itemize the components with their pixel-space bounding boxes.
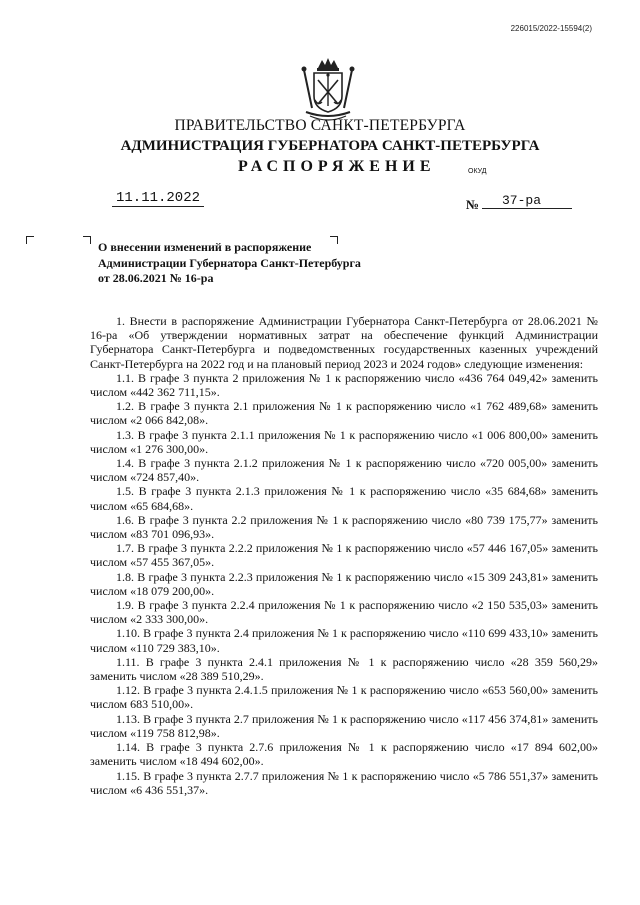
intro-paragraph: 1. Внести в распоряжение Администрации Губернатора Санкт-Петербурга от 28.06.2021 № 16-ра «Об утверждении нормативных затрат на обеспечение функций Администрации Губернатора Санкт-Петербурга и подведомственных государственных казенных учреждений Санкт-Петербурга на 2022 год и на плановый период 2023 и 2024 годов» следующие изменения:	[90, 314, 598, 371]
amendment-item: 1.14. В графе 3 пункта 2.7.6 приложения № 1 к распоряжению число «17 894 602,00» заменить числом «18 494 602,00».	[90, 740, 598, 769]
document-body	[90, 314, 598, 797]
document-subject	[98, 240, 398, 287]
number-label: №	[466, 197, 480, 212]
document-number: 37-ра	[482, 193, 572, 209]
amendment-item: 1.7. В графе 3 пункта 2.2.2 приложения № 1 к распоряжению число «57 446 167,05» заменить числом «57 455 367,05».	[90, 541, 598, 570]
okud-label: ОКУД	[468, 168, 487, 175]
amendment-item: 1.10. В графе 3 пункта 2.4 приложения № 1 к распоряжению число «110 699 433,10» заменить числом «110 729 383,10».	[90, 626, 598, 655]
subject-line: Администрации Губернатора Санкт-Петербурга	[98, 255, 361, 270]
document-code: 226015/2022-15594(2)	[510, 24, 592, 33]
document-type: РАСПОРЯЖЕНИЕ	[238, 158, 436, 175]
subject-line: О внесении изменений в распоряжение	[98, 240, 312, 254]
amendment-item: 1.6. В графе 3 пункта 2.2 приложения № 1 к распоряжению число «80 739 175,77» заменить числом «83 701 096,93».	[90, 512, 598, 542]
amendment-item: 1.13. В графе 3 пункта 2.7 приложения № 1 к распоряжению число «117 456 374,81» заменить числом «119 758 812,98».	[90, 711, 598, 740]
amendment-item: 1.3. В графе 3 пункта 2.1.1 приложения № 1 к распоряжению число «1 006 800,00» заменить числом «1 276 300,00».	[90, 427, 598, 456]
corner-mark	[83, 236, 91, 244]
coat-of-arms-icon	[298, 56, 358, 124]
corner-mark	[26, 236, 34, 244]
amendment-item: 1.8. В графе 3 пункта 2.2.3 приложения № 1 к распоряжению число «15 309 243,81» заменить числом «18 079 200,00».	[90, 569, 598, 598]
amendment-item: 1.1. В графе 3 пункта 2 приложения № 1 к распоряжению число «436 764 049,42» заменить числом «442 362 711,15».	[90, 370, 598, 400]
amendment-item: 1.12. В графе 3 пункта 2.4.1.5 приложения № 1 к распоряжению число «653 560,00» заменить числом 683 510,00».	[90, 683, 598, 712]
government-title: ПРАВИТЕЛЬСТВО САНКТ-ПЕТЕРБУРГА	[174, 117, 466, 134]
amendment-item: 1.15. В графе 3 пункта 2.7.7 приложения № 1 к распоряжению число «5 786 551,37» заменить числом «6 436 551,37».	[90, 768, 598, 797]
administration-title: АДМИНИСТРАЦИЯ ГУБЕРНАТОРА САНКТ-ПЕТЕРБУРГА	[120, 138, 540, 154]
amendment-item: 1.11. В графе 3 пункта 2.4.1 приложения № 1 к распоряжению число «28 359 560,29» заменить числом «28 389 510,29».	[90, 654, 598, 684]
amendment-item: 1.9. В графе 3 пункта 2.2.4 приложения № 1 к распоряжению число «2 150 535,03» заменить числом «2 333 300,00».	[90, 598, 598, 627]
subject-line: от 28.06.2021 № 16-ра	[98, 271, 214, 285]
document-date: 11.11.2022	[112, 190, 204, 207]
amendment-item: 1.2. В графе 3 пункта 2.1 приложения № 1 к распоряжению число «1 762 489,68» заменить числом «2 066 842,08».	[90, 399, 598, 428]
amendment-item: 1.5. В графе 3 пункта 2.1.3 приложения № 1 к распоряжению число «35 684,68» заменить числом «65 684,68».	[90, 484, 598, 513]
amendment-item: 1.4. В графе 3 пункта 2.1.2 приложения № 1 к распоряжению число «720 005,00» заменить числом «724 857,40».	[90, 456, 598, 485]
